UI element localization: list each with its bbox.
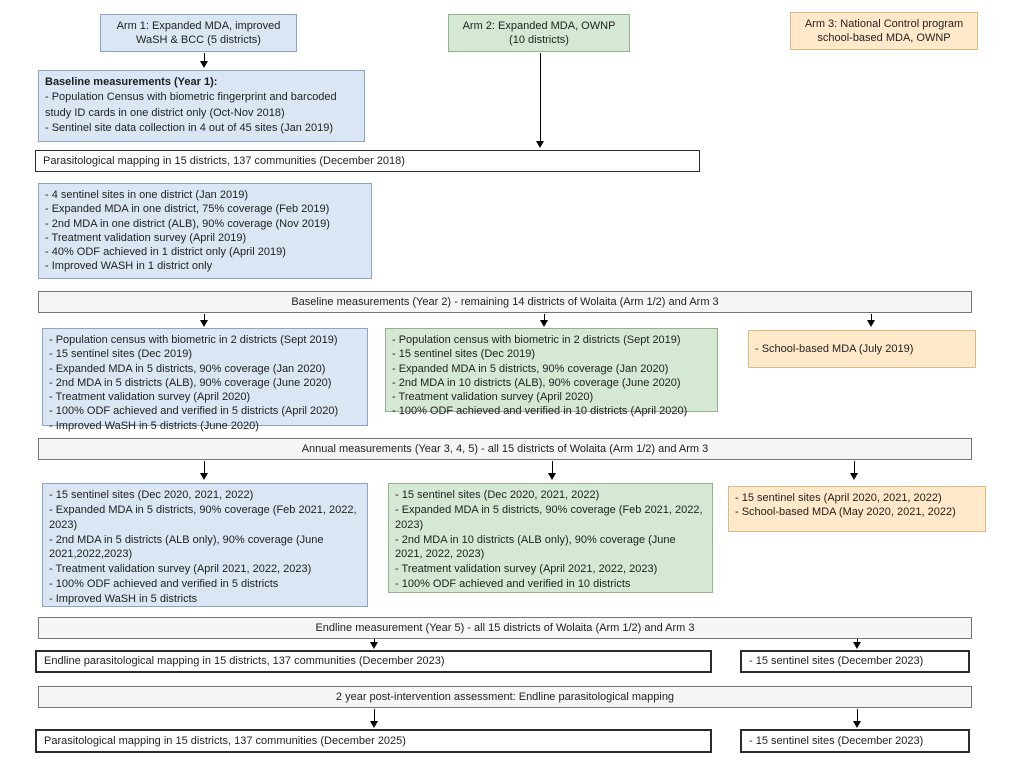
year345-section-label: Annual measurements (Year 3, 4, 5) - all 15 districts of Wolaita (Arm 1/2) and Arm 3 — [301, 442, 709, 455]
arrow-year2-arm1 — [200, 314, 209, 327]
activity-item: - 15 sentinel sites (Dec 2020, 2021, 2022) — [49, 489, 254, 501]
year345-section-bar — [38, 438, 972, 460]
activity-item: - Treatment validation survey (April 2021, 2022, 2023) — [49, 563, 312, 576]
arrow-arm1-to-baseline — [200, 53, 209, 68]
activity-item: - Improved WaSH in 5 districts (June 2020) — [49, 419, 259, 432]
post-mapping-box — [35, 729, 712, 753]
arrow-arm2-to-mapping — [536, 53, 545, 148]
year345-arm1-box — [42, 483, 368, 607]
activity-item: - 2nd MDA in 10 districts (ALB), 90% coverage (June 2020) — [392, 376, 681, 389]
arrow-head-icon — [370, 721, 378, 728]
activity-item: - 100% ODF achieved and verified in 10 districts (April 2020) — [392, 405, 688, 418]
activity-item: - 15 sentinel sites (April 2020, 2021, 2022) — [735, 492, 942, 504]
activity-item: - Improved WaSH in 5 districts — [49, 592, 198, 605]
post-sentinel-box — [740, 729, 970, 753]
arrow-head-icon — [548, 473, 556, 480]
activity-item: - Expanded MDA in 5 districts, 90% coverage (Feb 2021, 2022, 2023) — [49, 503, 357, 531]
activity-item: - Treatment validation survey (April 2020) — [49, 391, 251, 404]
activity-item: - 2nd MDA in 10 districts (ALB only), 90% coverage (June 2021, 2022, 2023) — [395, 533, 676, 561]
arrow-year2-arm3 — [867, 314, 876, 327]
activity-item: - 100% ODF achieved and verified in 10 districts — [395, 578, 631, 591]
arrow-endline-sentinel — [853, 639, 862, 649]
activity-item: - Expanded MDA in 5 districts, 90% coverage (Feb 2021, 2022, 2023) — [395, 503, 703, 531]
endline-mapping-label: Endline parasitological mapping in 15 districts, 137 communities (December 2023) — [44, 655, 445, 668]
activity-item: - 2nd MDA in 5 districts (ALB), 90% coverage (June 2020) — [49, 376, 332, 389]
activity-item: - 4 sentinel sites in one district (Jan 2019) — [45, 189, 248, 201]
activity-item: - Population census with biometric in 2 districts (Sept 2019) — [49, 334, 338, 346]
activity-item: - Expanded MDA in 5 districts, 90% coverage (Jan 2020) — [392, 362, 669, 375]
endline-section-bar — [38, 617, 972, 639]
arrow-year2-arm2 — [540, 314, 549, 327]
arrow-year345-arm1 — [200, 461, 209, 480]
arrow-head-icon — [536, 141, 544, 148]
endline-sentinel-label: - 15 sentinel sites (December 2023) — [749, 655, 924, 668]
year345-arm3-box — [728, 486, 986, 532]
activity-item: - Improved WASH in 1 district only — [45, 260, 213, 273]
arrow-post-mapping — [370, 709, 379, 728]
arrow-head-icon — [370, 642, 378, 649]
post-mapping-label: Parasitological mapping in 15 districts, 137 communities (December 2025) — [44, 734, 406, 747]
year345-arm2-box — [388, 483, 713, 593]
year2-section-label: Baseline measurements (Year 2) - remaining 14 districts of Wolaita (Arm 1/2) and Arm 3 — [291, 295, 719, 308]
arrow-head-icon — [200, 320, 208, 327]
arrow-head-icon — [540, 320, 548, 327]
arrow-shaft — [540, 53, 541, 143]
arrow-head-icon — [867, 320, 875, 327]
year2-section-bar — [38, 291, 972, 313]
activity-item: - Expanded MDA in one district, 75% coverage (Feb 2019) — [45, 203, 330, 216]
arm2-header-box — [448, 14, 630, 52]
year1-baseline-item: - Sentinel site data collection in 4 out of 45 sites (Jan 2019) — [45, 122, 334, 135]
endline-section-label: Endline measurement (Year 5) - all 15 districts of Wolaita (Arm 1/2) and Arm 3 — [315, 621, 695, 634]
year1-baseline-box — [38, 70, 365, 142]
activity-item: - Treatment validation survey (April 2021, 2022, 2023) — [395, 563, 658, 576]
arrow-endline-mapping — [370, 639, 379, 649]
activity-item: - School-based MDA (May 2020, 2021, 2022) — [735, 506, 956, 519]
endline-sentinel-box — [740, 650, 970, 673]
endline-mapping-box — [35, 650, 712, 673]
arm3-header-label: Arm 3: National Control program school-based MDA, OWNP — [804, 17, 964, 44]
arm1-header-box — [100, 14, 297, 52]
arrow-year345-arm2 — [548, 461, 557, 480]
arrow-head-icon — [853, 721, 861, 728]
arrow-post-sentinel — [853, 709, 862, 728]
activity-item: - Expanded MDA in 5 districts, 90% coverage (Jan 2020) — [49, 362, 326, 375]
activity-item: - 15 sentinel sites (Dec 2019) — [49, 348, 193, 361]
activity-item: - 15 sentinel sites (Dec 2020, 2021, 2022) — [395, 489, 600, 501]
year2-arm3-box — [748, 330, 976, 368]
post-intervention-section-bar — [38, 686, 972, 708]
year1-baseline-item: - Population Census with biometric fingerprint and barcoded study ID cards in one district only (Oct-Nov 2018) — [45, 91, 337, 119]
year1-baseline-title: Baseline measurements (Year 1): — [45, 76, 218, 88]
year2-arm1-box — [42, 328, 368, 432]
activity-item: - Treatment validation survey (April 2020) — [392, 391, 594, 404]
activity-item: - School-based MDA (July 2019) — [755, 342, 914, 355]
year1-arm1-activities-box — [38, 183, 372, 279]
mapping-2018-label: Parasitological mapping in 15 districts, 137 communities (December 2018) — [43, 154, 405, 167]
activity-item: - 2nd MDA in 5 districts (ALB only), 90% coverage (June 2021,2022,2023) — [49, 533, 324, 561]
post-intervention-section-label: 2 year post-intervention assessment: Endline parasitological mapping — [335, 690, 675, 703]
post-sentinel-label: - 15 sentinel sites (December 2023) — [749, 734, 924, 747]
arm2-header-label: Arm 2: Expanded MDA, OWNP (10 districts) — [462, 19, 616, 46]
arm1-header-label: Arm 1: Expanded MDA, improved WaSH & BCC (5 districts) — [116, 19, 281, 46]
activity-item: - 40% ODF achieved in 1 district only (April 2019) — [45, 246, 286, 259]
arrow-head-icon — [200, 61, 208, 68]
arrow-head-icon — [850, 473, 858, 480]
activity-item: - 100% ODF achieved and verified in 5 districts (April 2020) — [49, 405, 339, 418]
arrow-head-icon — [200, 473, 208, 480]
activity-item: - Treatment validation survey (April 2019) — [45, 231, 247, 244]
arrow-year345-arm3 — [850, 461, 859, 480]
mapping-2018-box — [35, 150, 700, 172]
year2-arm2-box — [385, 328, 718, 418]
activity-item: - 15 sentinel sites (Dec 2019) — [392, 348, 536, 361]
arm3-header-box — [790, 12, 978, 50]
activity-item: - Population census with biometric in 2 districts (Sept 2019) — [392, 334, 681, 346]
activity-item: - 100% ODF achieved and verified in 5 districts — [49, 578, 279, 591]
arrow-head-icon — [853, 642, 861, 649]
activity-item: - 2nd MDA in one district (ALB), 90% coverage (Nov 2019) — [45, 217, 330, 230]
